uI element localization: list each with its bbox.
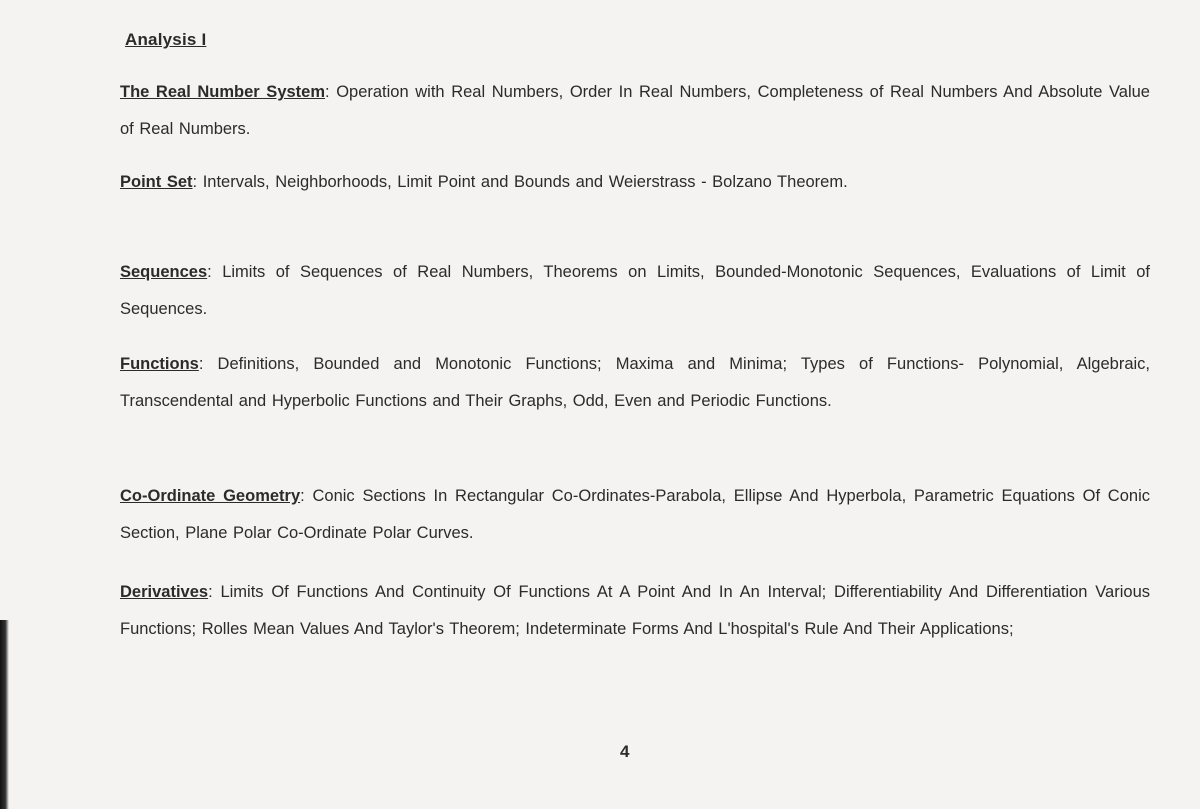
section-body: Limits Of Functions And Continuity Of Functions At A Point And In An Interval; Differentiability And Differentiation Various Functions; Rolles Mean Values And Taylor's Theorem; Indeterminate Forms And L'hospital's Rule And Their Applications; [120, 583, 1150, 638]
section-derivatives [120, 574, 1150, 648]
section-real-number-system [120, 74, 1150, 148]
section-body: Conic Sections In Rectangular Co-Ordinates-Parabola, Ellipse And Hyperbola, Parametric Equations Of Conic Section, Plane Polar Co-Ordinate Polar Curves. [120, 487, 1150, 542]
section-separator: : [300, 487, 305, 505]
document-page [110, 22, 1160, 802]
section-separator: : [325, 83, 330, 101]
section-coordinate-geometry [120, 478, 1150, 552]
section-sequences [120, 254, 1150, 328]
section-body: Intervals, Neighborhoods, Limit Point and Bounds and Weierstrass - Bolzano Theorem. [197, 173, 848, 191]
page-number: 4 [620, 742, 630, 761]
section-separator: : [192, 173, 198, 191]
document-title: Analysis I [125, 30, 207, 49]
section-separator: : [208, 583, 213, 601]
page-edge-shadow [0, 620, 9, 809]
section-heading: The Real Number System [120, 83, 326, 101]
section-body: Definitions, Bounded and Monotonic Functions; Maxima and Minima; Types of Functions- Polynomial, Algebraic, Transcendental and Hyperbolic Functions and Their Graphs, Odd, Even and Periodic Functions. [120, 355, 1150, 410]
section-heading: Derivatives [120, 583, 209, 601]
section-heading: Point Set [120, 173, 193, 191]
section-functions [120, 346, 1150, 420]
section-separator: : [198, 355, 204, 373]
section-heading: Sequences [120, 263, 208, 281]
section-body: Limits of Sequences of Real Numbers, Theorems on Limits, Bounded-Monotonic Sequences, Evaluations of Limit of Sequences. [120, 263, 1150, 318]
section-body: Operation with Real Numbers, Order In Real Numbers, Completeness of Real Numbers And Absolute Value of Real Numbers. [120, 83, 1150, 138]
section-point-set [120, 164, 1150, 201]
section-heading: Functions [120, 355, 199, 373]
section-heading: Co-Ordinate Geometry [120, 487, 301, 505]
section-separator: : [207, 263, 212, 281]
